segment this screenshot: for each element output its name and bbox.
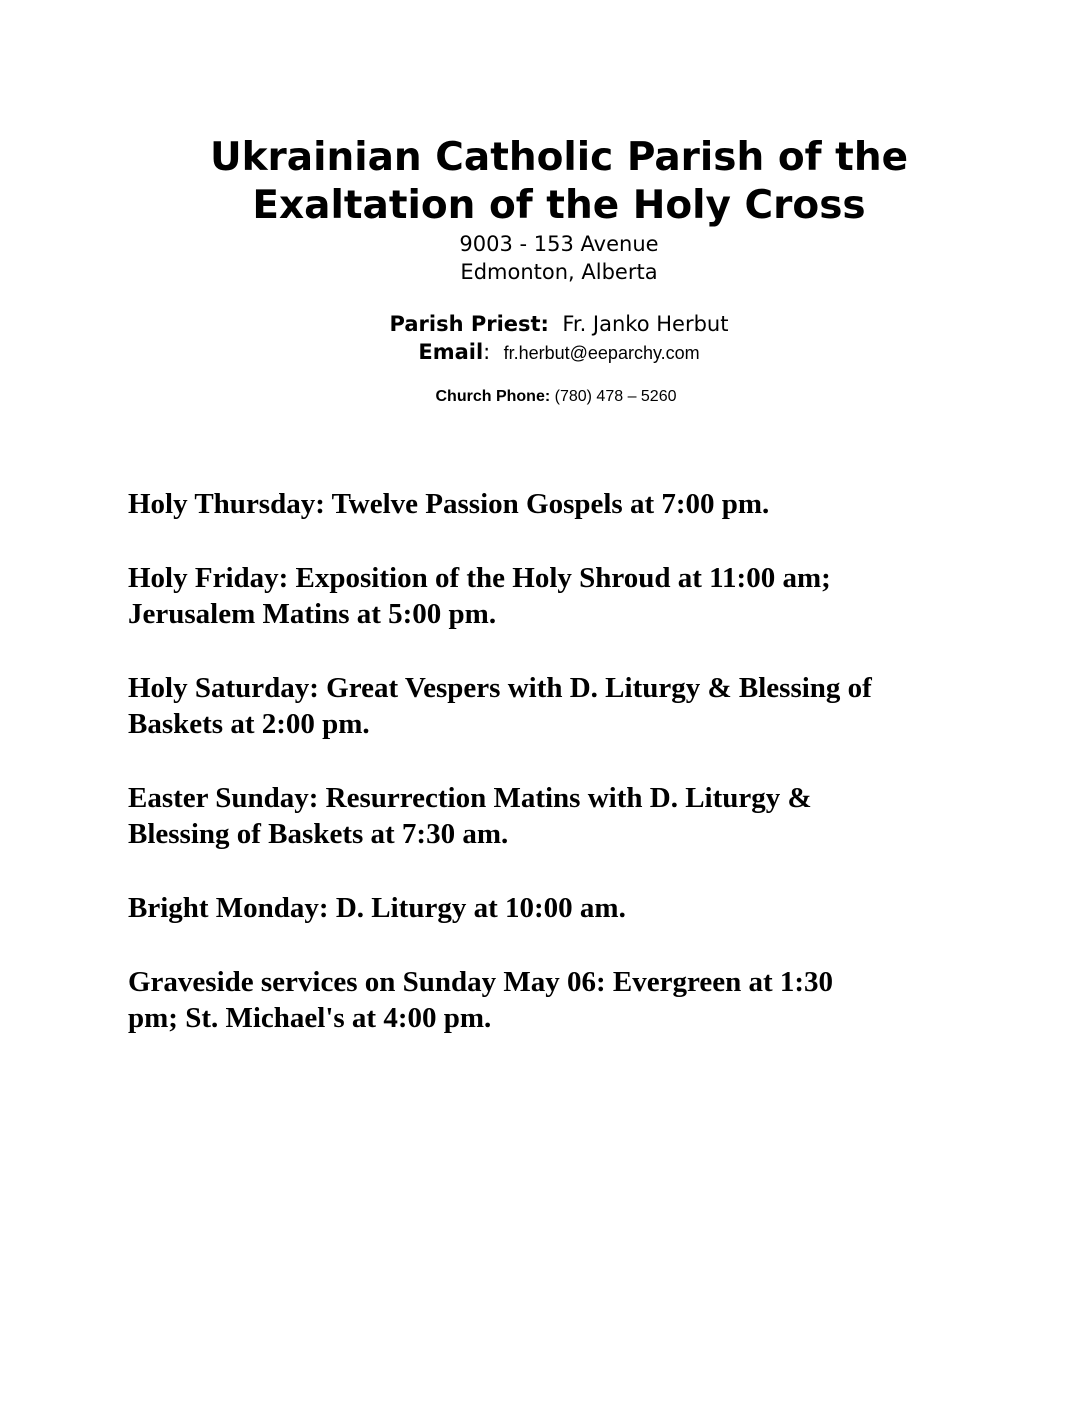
page-title xyxy=(0,134,1088,230)
schedule-item-holy-thursday xyxy=(128,486,1028,522)
phone-row xyxy=(0,387,1088,407)
priest-name: Fr. Janko Herbut xyxy=(562,312,729,336)
schedule-item-graveside xyxy=(128,964,1028,1036)
schedule-item-line: Bright Monday: D. Liturgy at 10:00 am. xyxy=(128,892,626,924)
schedule-item-easter-sunday xyxy=(128,780,1028,852)
phone-value: (780) 478 – 5260 xyxy=(554,388,677,405)
schedule-item-line: pm; St. Michael's at 4:00 pm. xyxy=(128,1002,492,1034)
schedule-item-line: Baskets at 2:00 pm. xyxy=(128,708,370,740)
schedule-item-line: Graveside services on Sunday May 06: Evergreen at 1:30 xyxy=(128,966,834,998)
service-schedule xyxy=(128,486,1028,1074)
phone-label: Church Phone: xyxy=(435,388,551,405)
priest-label: Parish Priest: xyxy=(389,312,549,336)
schedule-item-line: Holy Saturday: Great Vespers with D. Liturgy & Blessing of xyxy=(128,672,872,704)
schedule-item-line: Easter Sunday: Resurrection Matins with D. Liturgy & xyxy=(128,782,812,814)
schedule-item-line: Holy Friday: Exposition of the Holy Shroud at 11:00 am; xyxy=(128,562,831,594)
schedule-item-bright-monday xyxy=(128,890,1028,926)
schedule-item-line: Jerusalem Matins at 5:00 pm. xyxy=(128,598,497,630)
schedule-item-holy-friday xyxy=(128,560,1028,632)
address-city: Edmonton, Alberta xyxy=(460,260,658,284)
schedule-item-line: Blessing of Baskets at 7:30 am. xyxy=(128,818,509,850)
schedule-item-line: Holy Thursday: Twelve Passion Gospels at 7:00 pm. xyxy=(128,488,770,520)
schedule-item-holy-saturday xyxy=(128,670,1028,742)
address-street: 9003 - 153 Avenue xyxy=(459,232,659,256)
email-value[interactable]: fr.herbut@eeparchy.com xyxy=(503,343,700,363)
email-row: Email: fr.herbut@eeparchy.com xyxy=(418,340,700,364)
parish-header xyxy=(0,134,1088,407)
email-label: Email xyxy=(418,340,484,364)
title-line-2: Exaltation of the Holy Cross xyxy=(252,183,866,228)
priest-row xyxy=(0,310,1088,338)
parish-address xyxy=(0,230,1088,286)
title-line-1: Ukrainian Catholic Parish of the xyxy=(209,135,909,180)
contact-block xyxy=(0,310,1088,367)
